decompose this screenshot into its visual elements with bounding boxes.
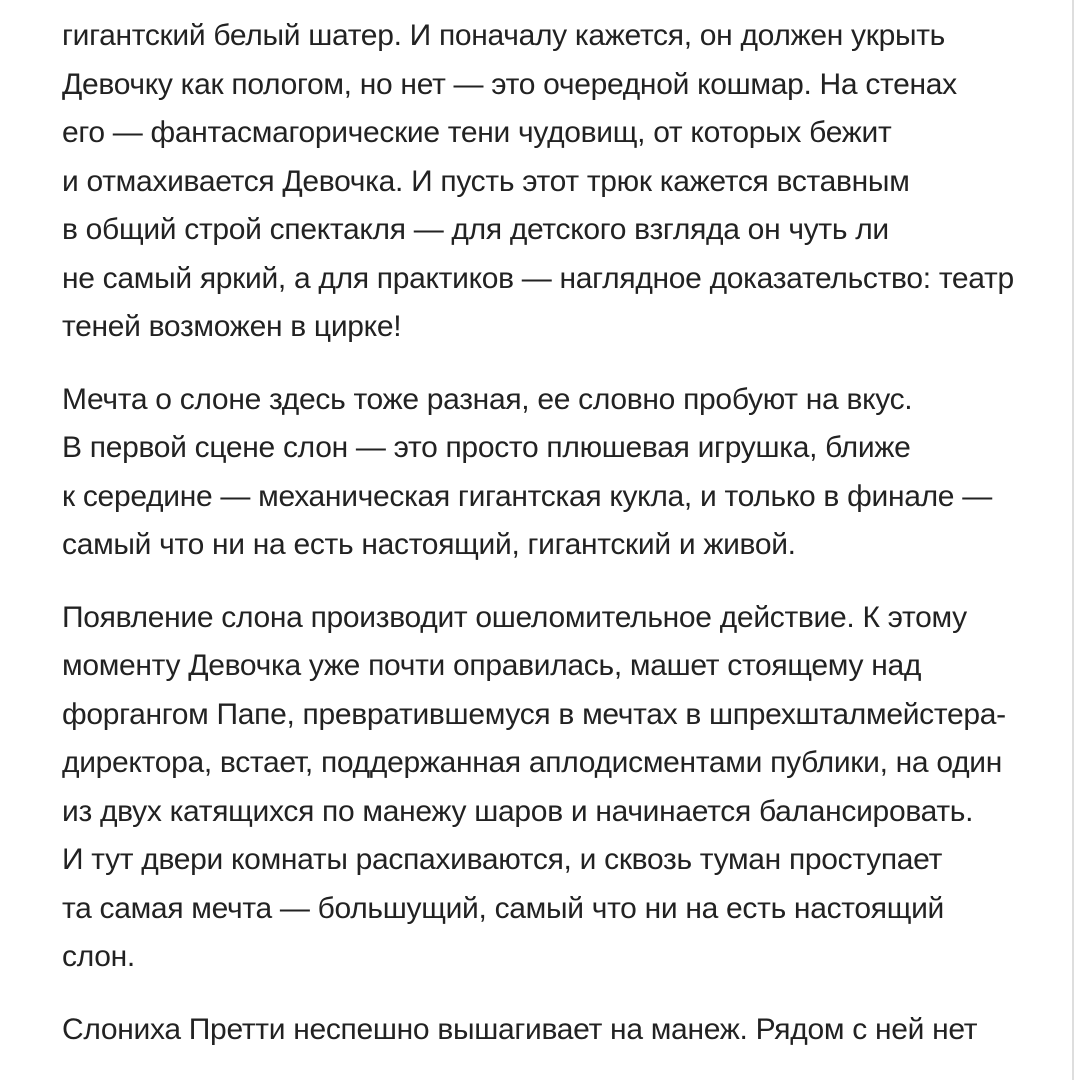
text-line: его — фантасмагорические тени чудовищ, от которых бежит <box>62 116 892 149</box>
text-line: не самый яркий, а для практиков — наглядное доказательство: театр <box>62 261 1014 295</box>
text-line: та самая мечта — большущий, самый что ни на есть настоящий <box>62 891 945 925</box>
paragraph-3 <box>62 594 1062 982</box>
article-body <box>62 12 1062 1078</box>
text-line: Девочку как пологом, но нет — это очередной кошмар. На стенах <box>62 67 957 101</box>
text-line: из двух катящихся по манежу шаров и начинается балансировать. <box>62 794 974 828</box>
paragraph-1 <box>62 12 1062 352</box>
paragraph-4 <box>62 1006 1062 1055</box>
text-line: директора, встает, поддержанная аплодисментами публики, на один <box>62 746 1003 779</box>
text-line: И тут двери комнаты распахиваются, и сквозь туман проступает <box>62 843 943 876</box>
text-line: форгангом Папе, превратившемуся в мечтах в шпрехшталмейстера- <box>62 697 1006 731</box>
text-line: гигантский белый шатер. И поначалу кажется, он должен укрыть <box>62 19 945 52</box>
text-line: самый что ни на есть настоящий, гигантский и живой. <box>62 528 796 561</box>
text-line: Появление слона производит ошеломительное действие. К этому <box>62 600 967 634</box>
text-line: в общий строй спектакля — для детского взгляда он чуть ли <box>62 213 889 246</box>
text-line: Слониха Претти неспешно вышагивает на манеж. Рядом с ней нет <box>62 1012 978 1046</box>
text-line: моменту Девочка уже почти оправилась, машет стоящему над <box>62 649 922 682</box>
paragraph-2 <box>62 376 1062 570</box>
text-line: теней возможен в цирке! <box>62 310 402 343</box>
text-line: слон. <box>62 940 135 973</box>
text-line: и отмахивается Девочка. И пусть этот трюк кажется вставным <box>62 164 910 198</box>
page-edge-divider <box>1072 0 1074 1080</box>
text-line: к середине — механическая гигантская кукла, и только в финале — <box>62 479 992 513</box>
text-line: В первой сцене слон — это просто плюшевая игрушка, ближе <box>62 431 911 464</box>
text-line: Мечта о слоне здесь тоже разная, ее словно пробуют на вкус. <box>62 382 913 416</box>
